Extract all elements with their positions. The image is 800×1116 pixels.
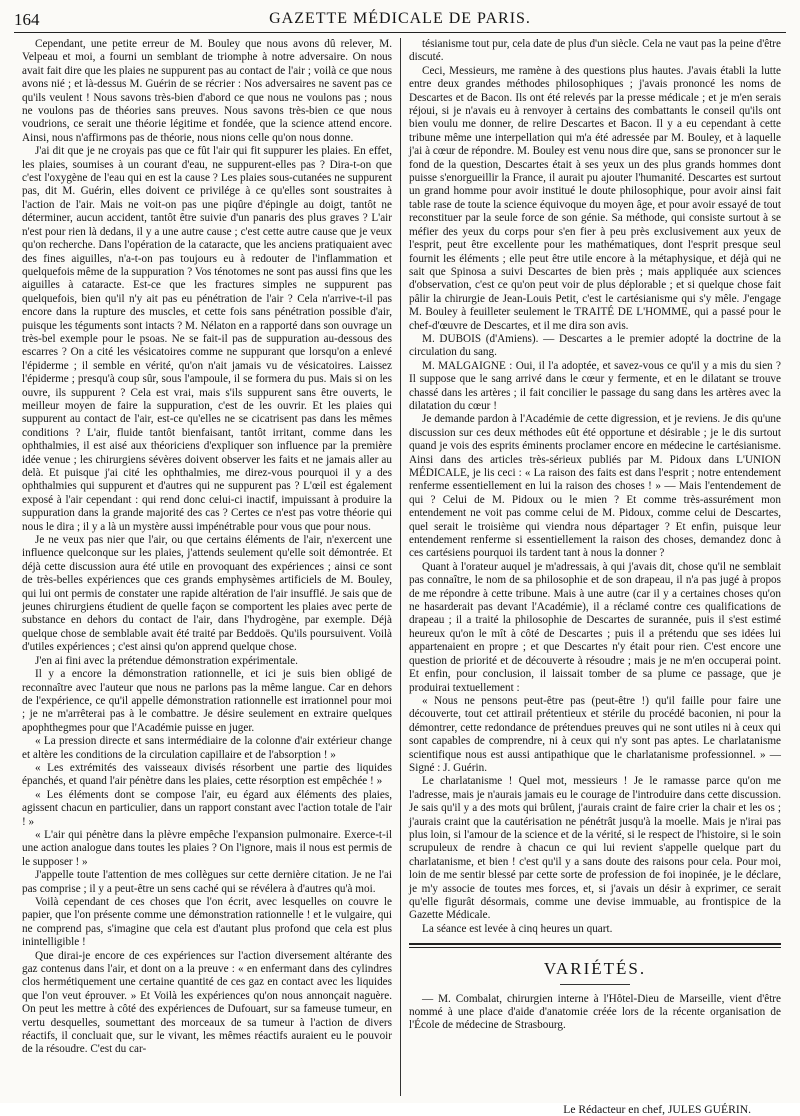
paragraph: J'appelle toute l'attention de mes collègues sur cette dernière citation. Je ne l'ai pas comprise ; il y a peut-être un sens caché qui se révélera à d'autres qu'à moi.	[22, 869, 392, 895]
quotation: « L'air qui pénètre dans la plèvre empêche l'expansion pulmonaire. Exerce-t-il une action analogue dans toutes les plaies ? On l'ignore, mais il nous est permis de le supposer ! »	[22, 828, 392, 868]
paragraph: Il y a encore la démonstration rationnelle, et ici je suis bien obligé de reconnaître avec l'auteur que nous ne parlons pas la même langue. Car en dehors de l'expérience, ce qu'il appelle démonstration rationnelle est irrationnel pour moi ; je ne m'arrêterai pas à le combattre. Je désire seulement en extraire quelques apophthegmes pour que l'Académie puisse en juger.	[22, 668, 392, 734]
paragraph: J'en ai fini avec la prétendue démonstration expérimentale.	[35, 654, 298, 667]
quotation: « Les éléments dont se compose l'air, eu égard aux éléments des plaies, agissent chacun en particulier, dans un rapport constant avec l'action totale de l'air ! »	[22, 788, 392, 828]
journal-title: GAZETTE MÉDICALE DE PARIS.	[269, 10, 531, 27]
variety-item: — M. Combalat, chirurgien interne à l'Hôtel-Dieu de Marseille, vient d'être nommé à une place d'aide d'anatomie créée lors de la récente organisation de l'École de médecine de Strasbourg.	[409, 992, 781, 1032]
page-number: 164	[14, 10, 40, 29]
paragraph: La séance est levée à cinq heures un quart.	[422, 922, 613, 935]
paragraph: Le charlatanisme ! Quel mot, messieurs ! Je le ramasse parce qu'on me l'adresse, mais je n'aurais jamais eu le courage de l'introduire dans cette discussion. Je sais qu'il y a des mots qui brûlent, j'aurais craint de faire crier la chair et les os ; j'aurais craint que la cautérisation ne pénétrât jusqu'à la moelle. Mais je n'irai pas plus loin, si l'amour de la science et de la vérité, si le respect de l'histoire, si le soin scrupuleux de rendre à chacun ce qui lui revient s'appelle quelque part du charlatanisme, et bien ! c'est qu'il y a sans doute des raisons pour cela. Pour moi, loin de me sentir blessé par cette sorte de profession de foi inopinée, je le déclare, je m'y associe de toutes mes forces, et, si j'avais un désir à exprimer, ce serait qu'elle figurât désormais, comme une devise immuable, au frontispice de la Gazette Médicale.	[409, 775, 782, 922]
signature-prefix: Le Rédacteur en chef,	[563, 1102, 665, 1116]
column-divider	[400, 38, 401, 1096]
paragraph: Voilà cependant de ces choses que l'on écrit, avec lesquelles on couvre le papier, que l'on présente comme une démonstration rationnelle ! et le vulgaire, qui ne comprend pas, s'imagine que cela est d'autant plus profond que cela est plus inintelligible !	[22, 896, 392, 949]
paragraph: Quant à l'orateur auquel je m'adressais, à qui j'avais dit, chose qu'il ne semblait pas connaître, le nom de sa philosophie et de son drapeau, il n'a pas jugé à propos de me répondre à cette tribune. Mais à une autre (car il y a certaines choses qu'on ne hasarderait pas devant l'Académie), il a réclamé contre ces qualifications de drapeau ; il a traité la philosophie de Descartes de surannée, puis il s'est estimé heureux qu'on le mît à côté de Descartes ; puis il a prétendu que ses idées lui appartenaient en propre ; et que Descartes n'y était pour rien. C'est encore une question de priorité et de découverte à résoudre ; mais je ne m'en occuperai point. Et enfin, pour conclusion, il laissait tomber de sa plume ce passage, que je produirai textuellement :	[409, 560, 781, 694]
signature-name: JULES GUÉRIN.	[667, 1102, 751, 1116]
quotation: « La pression directe et sans intermédiaire de la colonne d'air extérieur change et altère les conditions de la circulation capillaire et de l'absorption ! »	[22, 735, 392, 761]
right-column	[409, 38, 782, 1116]
paragraph: M. MALGAIGNE : Oui, il l'a adoptée, et savez-vous ce qu'il y a mis du sien ? Il suppose que le sang arrivé dans le cœur y fermente, et en le dilatant se trouve chassé dans les artères ; il fait concilier le passage du sang dans les artères avec la dilatation du cœur !	[409, 359, 781, 412]
section-title-varietes: VARIÉTÉS.	[543, 959, 647, 979]
paragraph: tésianisme tout pur, cela date de plus d'un siècle. Cela ne vaut pas la peine d'être discuté.	[409, 38, 781, 64]
section-separator	[409, 943, 781, 948]
editor-signature	[409, 1103, 781, 1116]
paragraph: Cependant, une petite erreur de M. Bouley que nous avons dû relever, M. Velpeau et moi, a fourni un semblant de triomphe à notre adversaire. On nous avait fait dire que les plaies ne suppurent pas au contact de l'air ; voilà ce que nous avons nié ; et là-dessus M. Guérin de se récrier : Nos adversaires ne savent pas ce qu'ils veulent ! Nous savons très-bien d'abord ce que nous ne voulons pas ; nous ne voulons pas de théories sans preuves. Nous savons très-bien ce que nous voudrions, ce serait une théorie légitime et fondée, que la science attend encore. Ainsi, nous n'affirmons pas de théorie, nous nions celle qu'on nous donne.	[22, 38, 392, 144]
paragraph: J'ai dit que je ne croyais pas que ce fût l'air qui fit suppurer les plaies. En effet, les plaies, soumises à un courant d'eau, ne suppurent-elles pas ? Dira-t-on que c'est l'oxygène de l'eau qui en est la cause ? Les plaies sous-cutanées ne suppurent pas, dit M. Guérin, elles doivent ce privilége à ce qu'elles sont soustraites à l'action de l'air. Mais ne voit-on pas une piqûre d'épingle au doigt, tantôt ne déterminer, aucun accident, tantôt être suivie d'un panaris des plus graves ? L'air n'est pour rien là dedans, il y a une autre cause ; c'est cette autre cause que je veux qu'on recherche. Dans l'opération de la cataracte, que les anciens pratiquaient avec des fines aiguilles, n'a-t-on pas toujours eu à redouter de l'inflammation et quelquefois même de la suppuration ? Vos ténotomes ne sont pas aussi fins que les aiguilles à cataracte. Est-ce que les fractures simples ne suppurent pas quelquefois, bien qu'il n'y ait pas eu pénétration de l'air ? Cela n'arrive-t-il pas encore dans la rupture des muscles, et cette fois sans pénétration possible d'air, puisque les téguments sont intacts ? M. Nélaton en a rapporté dans son ouvrage un très-bel exemple pour le psoas. Ne se fait-il pas de suppuration au-dessous des escarres ? On a cité les vésicatoires comme ne suppurant que lorsqu'on a enlevé l'épiderme ; il semble en vérité, qu'on n'ait jamais vu de vésicatoires. Laissez l'épiderme ; presqu'à coup sûr, sous l'ampoule, il se formera du pus. Mais si on les ouvre, ils suppurent ? Cela est vrai, mais s'ils suppurent sans être ouverts, le meilleur moyen de faire la suppuration, c'est de les ouvrir. Et les plaies qui suppurent au contact de l'air, est-ce qu'elles ne se cicatrisent pas dans les mêmes conditions ? L'air, fluide tantôt bienfaisant, tantôt irritant, comme dans les ophthalmies, il est aisé aux théoriciens d'expliquer son influence par la première idée venue ; les chirurgiens sévères doivent observer les faits et ne jamais aller au delà. Et puisque j'ai cité les ophthalmies, me direz-vous pourquoi il y a des ophthalmies qui suppurent et d'autres qui ne suppurent pas ? L'œil est également exposé à l'air cependant : qui rend donc celui-ci inactif, impuissant à produire la suppuration dans la grande majorité des cas ? Certes ce n'est pas votre théorie qui nous le dira ; il y a là un mystère aussi impénétrable pour vous que pour nous.	[22, 145, 392, 533]
section-title-underline	[560, 984, 630, 985]
left-column	[22, 38, 392, 1096]
running-head	[14, 8, 786, 32]
paragraph: Ceci, Messieurs, me ramène à des questions plus hautes. J'avais établi la lutte entre deux grandes méthodes philosophiques ; j'avais prononcé les noms de Descartes et de Bacon. Ils ont été relevés par la presse médicale ; et je m'en serais réjoui, si je n'avais eu à renvoyer à certains des combattants le conseil qu'ils ont bien voulu me donner, de relire Descartes et Bacon. Il y a eu cependant à cette tribune même une interpellation qui m'a été adressée par M. Bouley, et à laquelle j'ai à cœur de répondre. M. Bouley est venu nous dire que, sans se prononcer sur le fond de la question, Descartes était à ses yeux un des plus grands hommes dont puisse s'enorgueillir la France, il aurait pu ajouter l'humanité. Descartes est surtout un grand homme pour avoir institué le doute philosophique, pour avoir ainsi fait table rase de toute la science équivoque du moyen âge, et pour avoir essayé de tout reconstituer par la seule force de son génie. Sa méthode, qui consiste surtout à se méfier des yeux du corps pour s'en fier à peu près exclusivement aux yeux de l'esprit, peut être excellente pour les mathématiques, dont l'esprit presque seul fournit les éléments ; elle peut être utile encore à la métaphysique, et déjà qui ne sait que Spinosa a suivi Descartes de bien près ; mais appliquée aux sciences d'observation, c'est ce qu'on peut voir de plus déplorable ; et si quelque chose fait pâlir la chirurgie de Jean-Louis Petit, c'est le cartésianisme qui s'y mêle. J'engage M. Bouley à feuilleter seulement le TRAITÉ DE L'HOMME, qui a passé pour le chef-d'œuvre de Descartes, et il me dira son avis.	[409, 64, 781, 332]
paragraph: Je demande pardon à l'Académie de cette digression, et je reviens. Je dis qu'une discussion sur ces deux méthodes eût été opportune et désirable ; je le dis surtout quand je vois des esprits éminents proclamer encore en médecine le cartésianisme. Ainsi dans des articles très-sérieux publiés par M. Pidoux dans L'UNION MÉDICALE, je lis ceci : « La raison des faits est dans l'esprit ; notre entendement renferme essentiellement en lui la raison des choses ! » — Mais l'entendement de qui ? Celui de M. Pidoux ou le mien ? Et comme très-assurément mon entendement ne voit pas comme celui de M. Pidoux, comme celui de Descartes, quel serait le troisième qui viendra nous départager ? Et enfin, puisque leur entendement renferme si essentiellement la raison des choses, demandez donc à ces cartésiens pourquoi ils tardent tant à nous la donner ?	[409, 413, 781, 560]
paragraph: M. DUBOIS (d'Amiens). — Descartes a le premier adopté la doctrine de la circulation du sang.	[409, 332, 781, 359]
quotation: « Nous ne pensons peut-être pas (peut-être !) qu'il faille pour faire une découverte, tout cet attirail prétentieux et stérile du procédé baconien, ni pour la démontrer, cette redondance de prétendues preuves qui ne sont utiles ni à ceux qui sont capables de comprendre, ni à ceux qui n'y sont pas aptes. Le charlatanisme scientifique nous est aussi antipathique que le charlatanisme professionnel. » — Signé : J. Guérin.	[409, 694, 781, 774]
paragraph: Que dirai-je encore de ces expériences sur l'action diversement altérante des gaz contenus dans l'air, et dont on a la preuve : « en enfermant dans des cylindres clos hermétiquement une certaine quantité de ces gaz en contact avec les liquides que l'on veut éprouver. » Et Voilà les expériences qu'on nous annonçait naguère. On peut les mettre à côté des expériences de Dufouart, sur sa fameuse tumeur, en vertu desquelles, soumettant des morceaux de sa tumeur à l'action de divers réactifs, il concluait que, sur le vivant, les mêmes réactifs auraient eu le pouvoir de la résoudre. C'est du car-	[22, 949, 392, 1056]
header-rule	[14, 32, 786, 33]
quotation: « Les extrémités des vaisseaux divisés résorbent une partie des liquides épanchés, et quand l'air pénètre dans les plaies, cette résorption est empêchée ! »	[22, 761, 392, 788]
paragraph: Je ne veux pas nier que l'air, ou que certains éléments de l'air, n'exercent une influence quelconque sur les plaies, j'attends seulement qu'elle soit démontrée. Et déjà cette discussion aura été utile en provoquant des expériences ; ainsi ce sont de très-belles expériences que ces grands emphysèmes artificiels de M. Bouley, qui lui ont permis de constater une rapide altération de l'air insufflé. Je sais que de jeunes chirurgiens étudient de quelle façon se comportent les plaies avec perte de substance en dehors du contact de l'air, dans l'hydrogène, par exemple. Déjà quelque chose de semblable avait été traité par Beddoës. Qu'ils poursuivent. Voilà d'utiles expériences ; c'est ainsi qu'on apprend quelque chose.	[22, 534, 392, 654]
